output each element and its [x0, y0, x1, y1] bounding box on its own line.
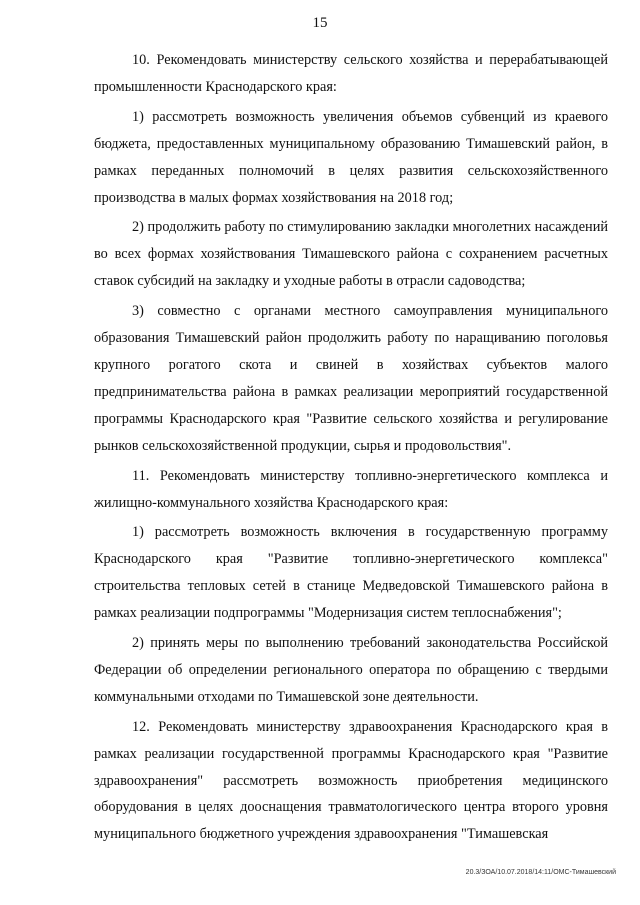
paragraph-subitem-10-1: 1) рассмотреть возможность увеличения объемов субвенций из краевого бюджета, предоставленных муниципальному образованию Тимашевский район, в рамках переданных полномочий в целях развития сельскохозяйственного производства в малых формах хозяйствования на 2018 год;: [94, 108, 608, 206]
paragraph-item-12: 12. Рекомендовать министерству здравоохранения Краснодарского края в рамках реализации государственной программы Краснодарского края "Развитие здравоохранения" рассмотреть возможность приобретения медицинского оборудования в целях дооснащения травматологического центра второго уровня муниципального бюджетного учреждения здравоохранения "Тимашевская: [94, 718, 608, 843]
paragraph-item-10: 10. Рекомендовать министерству сельского хозяйства и перерабатывающей промышленности Краснодарского края:: [94, 52, 608, 95]
page-number: 15: [312, 15, 328, 31]
paragraph-subitem-10-3: 3) совместно с органами местного самоуправления муниципального образования Тимашевский район продолжить работу по наращиванию поголовья крупного рогатого скота и свиней в хозяйствах субъектов малого предпринимательства района в рамках реализации мероприятий государственной программы Краснодарского края "Развитие сельского хозяйства и регулирование рынков сельскохозяйственной продукции, сырья и продовольствия".: [94, 303, 608, 454]
paragraph-subitem-10-2: 2) продолжить работу по стимулированию закладки многолетних насаждений во всех формах хозяйствования Тимашевского района с сохранением расчетных ставок субсидий на закладку и уходные работы в отрасли садоводства;: [94, 219, 608, 290]
paragraph-item-11: 11. Рекомендовать министерству топливно-энергетического комплекса и жилищно-коммунального хозяйства Краснодарского края:: [94, 467, 608, 511]
paragraph-subitem-11-2: 2) принять меры по выполнению требований законодательства Российской Федерации об определении регионального оператора по обращению с твердыми коммунальными отходами по Тимашевской зоне деятельности.: [94, 635, 608, 705]
paragraph-subitem-11-1: 1) рассмотреть возможность включения в государственную программу Краснодарского края "Развитие топливно-энергетического комплекса" строительства тепловых сетей в станице Медведовской Тимашевского района в рамках реализации подпрограммы "Модернизация систем теплоснабжения";: [94, 524, 608, 622]
document-footer-stamp: 20.3/ЗОА/10.07.2018/14:11/ОМС-Тимашевский: [465, 869, 616, 876]
document-body: [94, 47, 608, 848]
